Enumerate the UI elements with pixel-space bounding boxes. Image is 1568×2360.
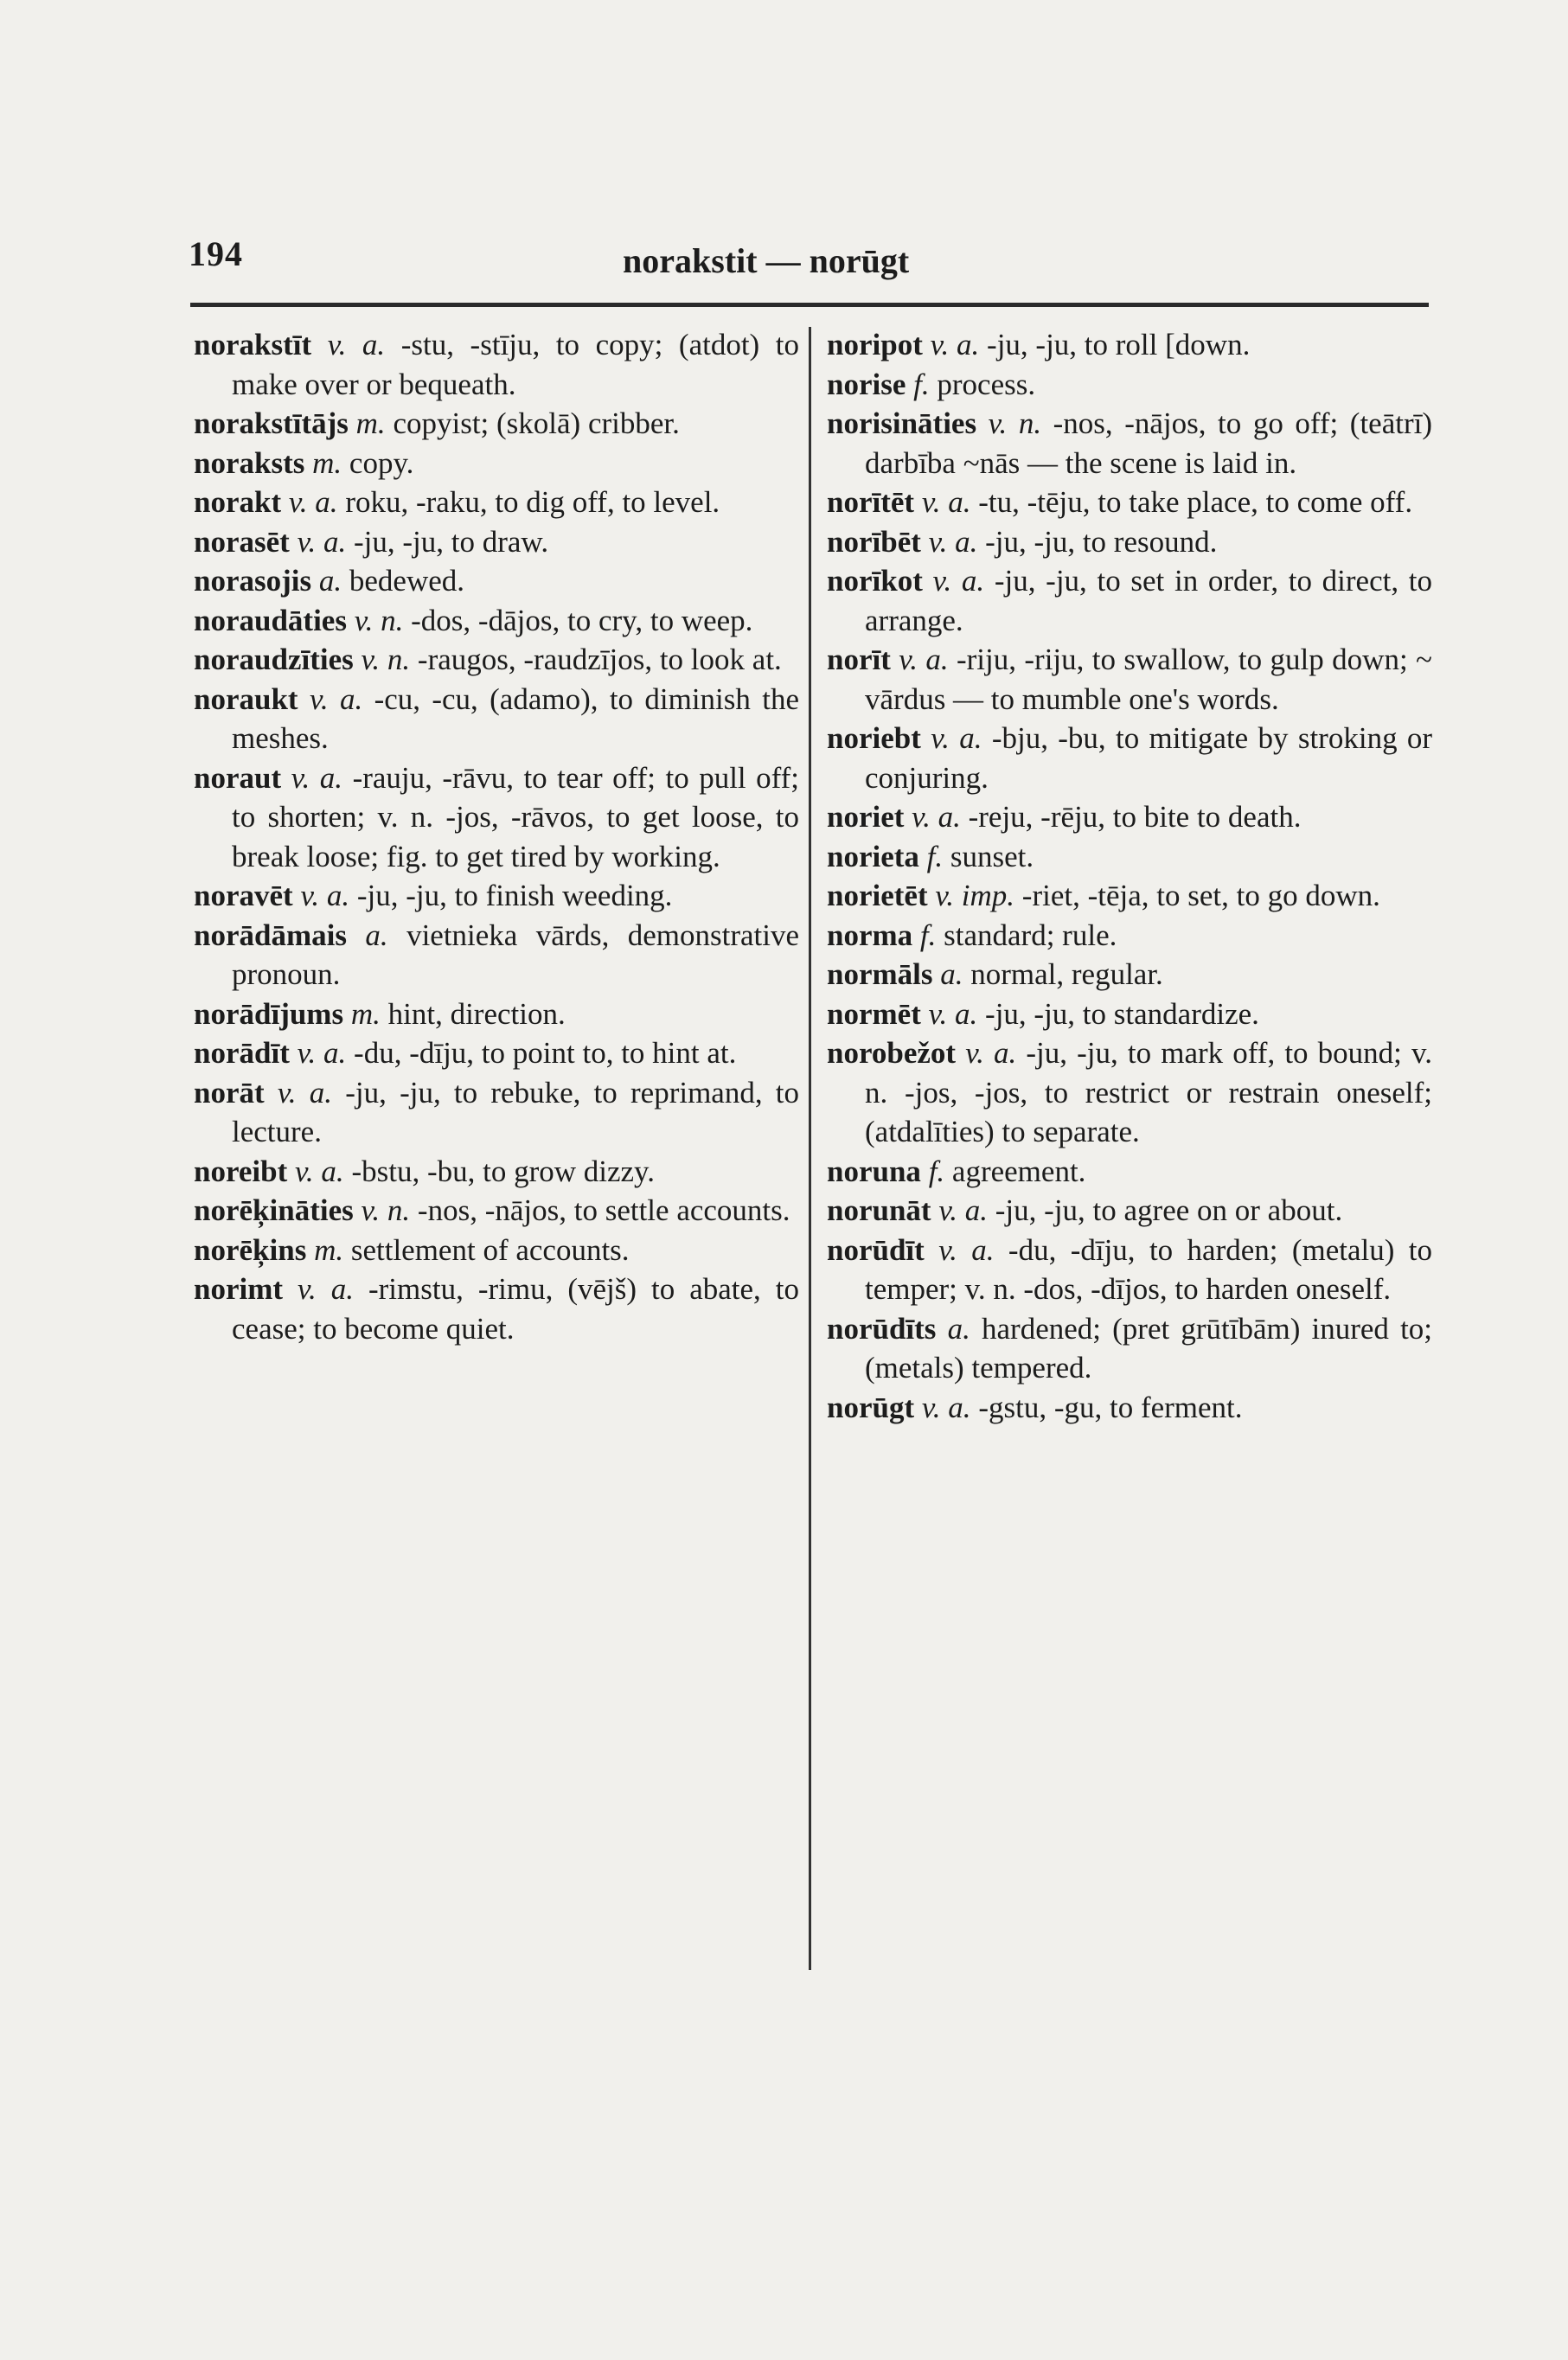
entry-headword: noravēt [194, 879, 293, 912]
entry-definition: process. [937, 367, 1036, 401]
entry-headword: norieta [827, 839, 919, 873]
entry-grammar: v. a. [965, 1036, 1017, 1070]
entry-grammar: v. a. [291, 760, 343, 795]
entry-headword: norēķins [194, 1232, 307, 1267]
entry-definition: -raugos, -raudzījos, to look at. [417, 643, 782, 676]
entry-grammar: a. [947, 1311, 970, 1346]
dictionary-entry [827, 640, 1432, 719]
entry-grammar: v. a. [295, 1154, 344, 1188]
dictionary-entry [827, 797, 1432, 837]
entry-headword: norūdīt [827, 1232, 925, 1267]
entry-headword: norītēt [827, 485, 915, 519]
dictionary-entry [194, 1073, 799, 1152]
entry-definition: settlement of accounts. [350, 1232, 630, 1267]
entry-headword: norobežot [827, 1036, 957, 1070]
entry-definition: copy. [349, 445, 414, 480]
dictionary-entry [194, 1270, 799, 1348]
entry-grammar: a. [365, 918, 388, 952]
dictionary-entry [194, 1231, 799, 1270]
column-divider [809, 327, 811, 1970]
entry-definition: roku, -raku, to dig off, to level. [345, 485, 720, 519]
entry-grammar: v. a. [298, 1272, 354, 1306]
entry-headword: norādījums [194, 996, 344, 1031]
entry-headword: norakstīt [194, 328, 312, 361]
dictionary-entry [827, 483, 1432, 522]
dictionary-entry [194, 758, 799, 877]
entry-grammar: v. a. [327, 328, 386, 361]
dictionary-entry [194, 995, 799, 1034]
dictionary-entry [827, 719, 1432, 797]
entry-definition: bedewed. [349, 564, 465, 598]
entry-grammar: v. a. [297, 1036, 347, 1070]
entry-grammar: v. a. [277, 1075, 333, 1110]
dictionary-entry [827, 1388, 1432, 1428]
dictionary-entry [827, 522, 1432, 562]
dictionary-entry [827, 837, 1432, 877]
entry-definition: hint, direction. [387, 996, 566, 1031]
dictionary-entry [194, 1033, 799, 1073]
entry-definition: -ju, -ju, to draw. [354, 524, 549, 559]
entry-grammar: m. [312, 445, 342, 480]
page-number: 194 [189, 234, 243, 273]
entry-grammar: v. n. [988, 406, 1042, 440]
dictionary-entry [827, 325, 1432, 365]
entry-headword: norasēt [194, 524, 290, 559]
entry-headword: normāls [827, 957, 933, 991]
dictionary-entry [194, 916, 799, 995]
entry-headword: norūgt [827, 1390, 915, 1424]
entry-headword: noraukt [194, 681, 298, 716]
entry-grammar: v. a. [912, 800, 961, 834]
entry-grammar: v. a. [921, 1390, 971, 1424]
entry-grammar: m. [350, 996, 381, 1031]
dictionary-entry [194, 601, 799, 641]
entry-definition: -nos, -nājos, to go off; (teātrī) darbība ~nās — the scene is laid in. [865, 406, 1433, 480]
entry-definition: -cu, -cu, (adamo), to diminish the meshes. [232, 681, 800, 755]
dictionary-entry [194, 876, 799, 916]
dictionary-entry [827, 1309, 1432, 1388]
dictionary-entry [827, 1152, 1432, 1192]
entry-definition: -bstu, -bu, to grow dizzy. [351, 1154, 656, 1188]
entry-headword: norise [827, 367, 906, 401]
dictionary-entry [827, 876, 1432, 916]
running-head: norakstit — norūgt [623, 241, 910, 280]
entry-grammar: v. a. [300, 879, 350, 912]
entry-definition: normal, regular. [970, 957, 1163, 991]
entry-grammar: v. n. [361, 643, 411, 676]
dictionary-entry [827, 1231, 1432, 1309]
entry-definition: -rimstu, -rimu, (vējš) to abate, to cease; to become quiet. [232, 1272, 800, 1346]
entry-headword: noreibt [194, 1154, 288, 1188]
dictionary-entry [194, 1152, 799, 1192]
entry-grammar: v. a. [930, 328, 980, 361]
dictionary-entry [194, 444, 799, 483]
entry-headword: noripot [827, 328, 923, 361]
entry-headword: norma [827, 918, 913, 952]
dictionary-entry [827, 1033, 1432, 1152]
entry-headword: noraksts [194, 445, 305, 480]
dictionary-entry [827, 995, 1432, 1034]
entry-headword: norūdīts [827, 1311, 937, 1346]
entry-grammar: v. a. [297, 524, 347, 559]
dictionary-entry [194, 325, 799, 404]
entry-definition: -ju, -ju, to agree on or about. [995, 1193, 1343, 1227]
dictionary-entry [827, 955, 1432, 995]
entry-definition: -riju, -riju, to swallow, to gulp down; ~ vārdus — to mumble one's words. [865, 643, 1432, 716]
entry-headword: noriet [827, 800, 905, 834]
entry-grammar: v. a. [931, 721, 982, 755]
entry-definition: -du, -dīju, to harden; (metalu) to temper; v. n. -dos, -dījos, to harden oneself. [865, 1232, 1433, 1306]
entry-grammar: v. a. [938, 1193, 989, 1227]
entry-grammar: f. [919, 918, 937, 952]
entry-headword: norakt [194, 485, 282, 519]
entry-definition: -ju, -ju, to roll [down. [987, 328, 1251, 361]
dictionary-entry [827, 404, 1432, 483]
dictionary-entry [194, 1191, 799, 1231]
entry-headword: norībēt [827, 524, 921, 559]
entry-definition: -gstu, -gu, to ferment. [978, 1390, 1243, 1424]
entry-grammar: a. [318, 564, 342, 598]
dictionary-entry [827, 1191, 1432, 1231]
entry-grammar: v. a. [921, 485, 971, 519]
entry-definition: -tu, -tēju, to take place, to come off. [978, 485, 1413, 519]
entry-definition: -rauju, -rāvu, to tear off; to pull off; to shorten; v. n. -jos, -rāvos, to get loose, to break loose; fig. to get tired by working. [232, 760, 800, 873]
dictionary-entry [194, 522, 799, 562]
entry-headword: norunāt [827, 1193, 931, 1227]
entry-definition: -reju, -rēju, to bite to death. [968, 800, 1302, 834]
right-column [827, 325, 1432, 1427]
dictionary-entry [194, 404, 799, 444]
entry-definition: hardened; (pret grūtībām) inured to; (metals) tempered. [865, 1311, 1433, 1385]
entry-grammar: f. [926, 839, 944, 873]
entry-headword: norakstītājs [194, 406, 349, 440]
entry-definition: -ju, -ju, to set in order, to direct, to arrange. [865, 564, 1432, 637]
entry-definition: sunset. [950, 839, 1034, 873]
entry-headword: norimt [194, 1272, 284, 1306]
entry-headword: norēķināties [194, 1193, 354, 1227]
dictionary-entry [194, 561, 799, 601]
entry-headword: noruna [827, 1154, 921, 1188]
entry-headword: norādīt [194, 1036, 290, 1070]
header-rule [190, 303, 1429, 307]
entry-headword: norādāmais [194, 918, 347, 952]
entry-grammar: v. a. [928, 996, 978, 1031]
entry-headword: normēt [827, 996, 921, 1031]
dictionary-entry [194, 680, 799, 758]
entry-headword: norīkot [827, 564, 923, 598]
entry-definition: -ju, -ju, to finish weeding. [356, 879, 673, 912]
entry-definition: -ju, -ju, to rebuke, to reprimand, to lecture. [232, 1075, 800, 1148]
entry-grammar: v. n. [361, 1193, 411, 1227]
entry-definition: -nos, -nājos, to settle accounts. [417, 1193, 790, 1227]
entry-grammar: a. [940, 957, 963, 991]
entry-definition: agreement. [951, 1154, 1086, 1188]
dictionary-entry [194, 640, 799, 680]
entry-definition: standard; rule. [944, 918, 1117, 952]
entry-definition: -ju, -ju, to resound. [985, 524, 1218, 559]
entry-headword: norasojis [194, 564, 312, 598]
entry-definition: -bju, -bu, to mitigate by stroking or conjuring. [865, 721, 1433, 795]
entry-headword: noraudāties [194, 603, 347, 637]
entry-headword: norīt [827, 643, 891, 676]
entry-definition: -dos, -dājos, to cry, to weep. [411, 603, 753, 637]
entry-grammar: v. imp. [935, 879, 1015, 912]
entry-definition: -ju, -ju, to standardize. [985, 996, 1259, 1031]
left-column [194, 325, 799, 1348]
entry-grammar: m. [355, 406, 386, 440]
entry-grammar: m. [314, 1232, 344, 1267]
entry-headword: noriebt [827, 721, 921, 755]
entry-grammar: f. [928, 1154, 945, 1188]
entry-grammar: v. a. [288, 485, 338, 519]
entry-grammar: v. a. [309, 681, 363, 716]
entry-grammar: v. n. [354, 603, 404, 637]
entry-grammar: v. a. [899, 643, 949, 676]
entry-headword: norietēt [827, 879, 928, 912]
entry-definition: vietnieka vārds, demonstrative pronoun. [232, 918, 800, 991]
entry-definition: -stu, -stīju, to copy; (atdot) to make over or bequeath. [232, 328, 800, 401]
entry-grammar: v. a. [932, 564, 985, 598]
entry-definition: -du, -dīju, to point to, to hint at. [354, 1036, 737, 1070]
entry-headword: noraut [194, 760, 282, 795]
entry-grammar: f. [913, 367, 930, 401]
entry-definition: -ju, -ju, to mark off, to bound; v. n. -jos, -jos, to restrict or restrain oneself; (atdalīties) to separate. [865, 1036, 1432, 1148]
entry-grammar: v. a. [928, 524, 978, 559]
entry-headword: norisināties [827, 406, 977, 440]
dictionary-entry [827, 916, 1432, 956]
entry-headword: norāt [194, 1075, 265, 1110]
entry-definition: -riet, -tēja, to set, to go down. [1021, 879, 1380, 912]
entry-headword: noraudzīties [194, 643, 354, 676]
dictionary-entry [827, 561, 1432, 640]
dictionary-entry [827, 365, 1432, 405]
entry-definition: copyist; (skolā) cribber. [393, 406, 680, 440]
dictionary-entry [194, 483, 799, 522]
entry-grammar: v. a. [938, 1232, 995, 1267]
